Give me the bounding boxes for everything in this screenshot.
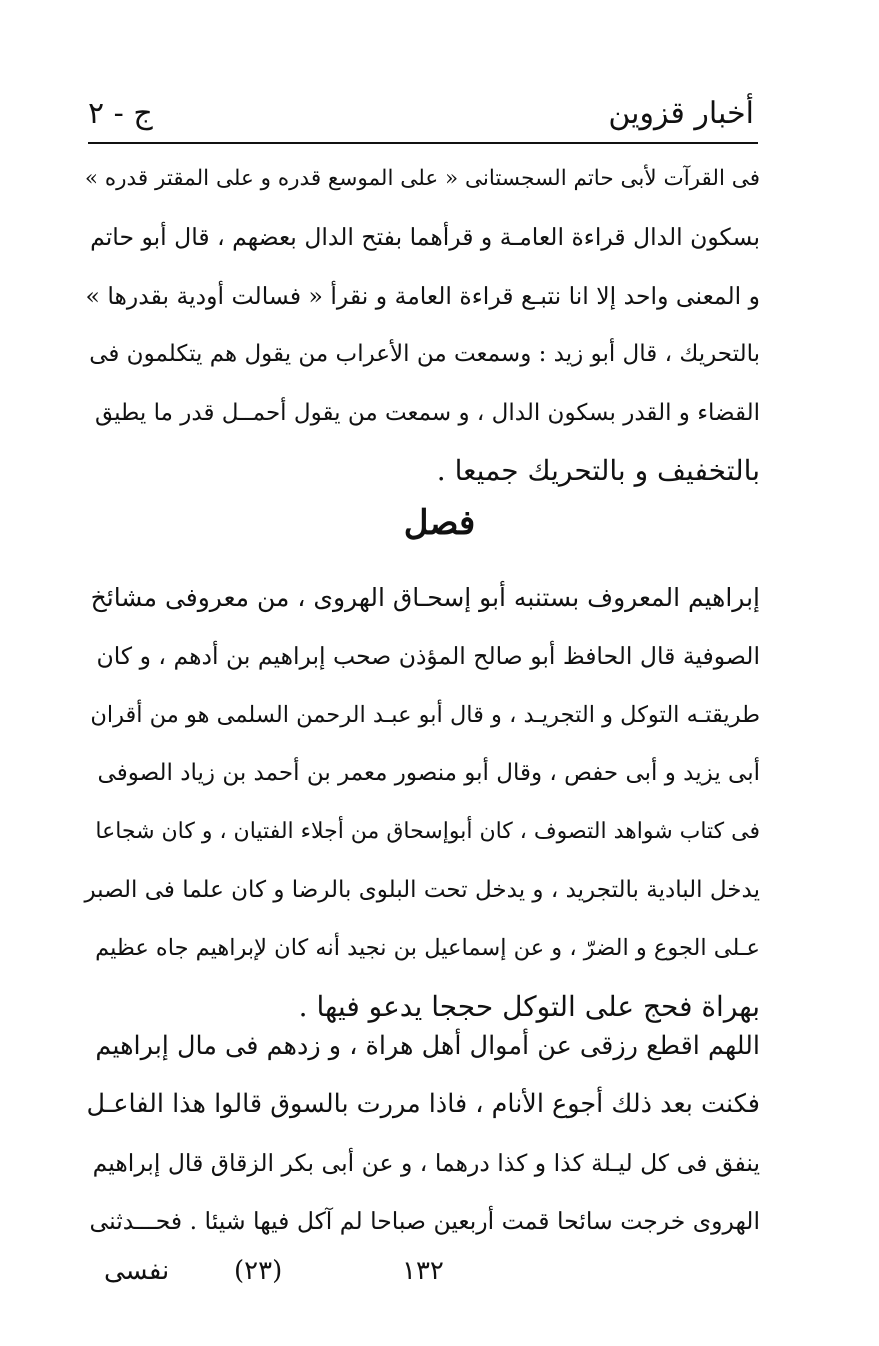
text-line: و المعنى واحد إلا انا نتبـع قراءة العامة و نقرأ « فسالت أودية بقدرها » (85, 281, 760, 310)
paragraph-3 (84, 1017, 760, 1251)
text-line: بالتحريك ، قال أبو زيد : وسمعت من الأعراب من يقول هم يتكلمون فى (89, 341, 760, 368)
paragraph-2 (84, 569, 760, 1036)
paragraph-1 (84, 150, 760, 500)
book-title: أخبار قزوين (608, 96, 754, 131)
text-line: فى كتاب شواهد التصوف ، كان أبوإسحاق من أجلاء الفتيان ، و كان شجاعا (95, 818, 760, 844)
running-header (88, 92, 754, 140)
text-line: القضاء و القدر بسكون الدال ، و سمعت من يقول أحمــل قدر ما يطيق (94, 399, 760, 426)
text-line: فى القرآت لأبى حاتم السجستانى « على الموسع قدره و على المقتر قدره » (84, 166, 760, 191)
text-line: بسكون الدال قراءة العامـة و قرأهما بفتح الدال بعضهم ، قال أبو حاتم (90, 223, 760, 252)
header-rule (88, 142, 758, 144)
text-line: اللهم اقطع رزقى عن أموال أهل هراة ، و زدهم فى مال إبراهيم (95, 1031, 760, 1061)
catchword: نفسى (104, 1256, 170, 1286)
page-footer (0, 1256, 879, 1296)
section-heading: فصل (403, 503, 476, 543)
text-line: بهراة فحج على التوكل حججا يدعو فيها . (298, 989, 760, 1023)
text-line: الصوفية قال الحافظ أبو صالح المؤذن صحب إبراهيم بن أدهم ، و كان (96, 642, 760, 671)
text-line: بالتخفيف و بالتحريك جميعا . (436, 454, 760, 488)
text-line: يدخل البادية بالتجريد ، و يدخل تحت البلوى بالرضا و كان علما فى الصبر (84, 877, 760, 904)
volume-label: ج - ٢ (88, 96, 153, 131)
text-line: ينفق فى كل ليـلة كذا و كذا درهما ، و عن أبى بكر الزقاق قال إبراهيم (92, 1148, 760, 1177)
text-line: طريقتـه التوكل و التجريـد ، و قال أبو عبـد الرحمن السلمى هو من أقران (90, 701, 760, 728)
text-line: الهروى خرجت سائحا قمت أربعين صباحا لم آكل فيها شيئا . فحـــدثنى (89, 1207, 760, 1236)
signature-mark: (٢٣) (234, 1256, 283, 1286)
text-line: عـلى الجوع و الضرّ ، و عن إسماعيل بن نجيد أنه كان لإبراهيم جاه عظيم (95, 935, 760, 962)
text-line: أبى يزيد و أبى حفص ، وقال أبو منصور معمر بن أحمد بن زياد الصوفى (97, 760, 760, 787)
text-line: إبراهيم المعروف بستنبه أبو إسحـاق الهروى ، من معروفى مشائخ (90, 583, 760, 612)
text-line: فكنت بعد ذلك أجوع الأنام ، فاذا مررت بالسوق قالوا هذا الفاعـل (86, 1089, 760, 1120)
page-number: ١٣٢ (402, 1256, 444, 1286)
